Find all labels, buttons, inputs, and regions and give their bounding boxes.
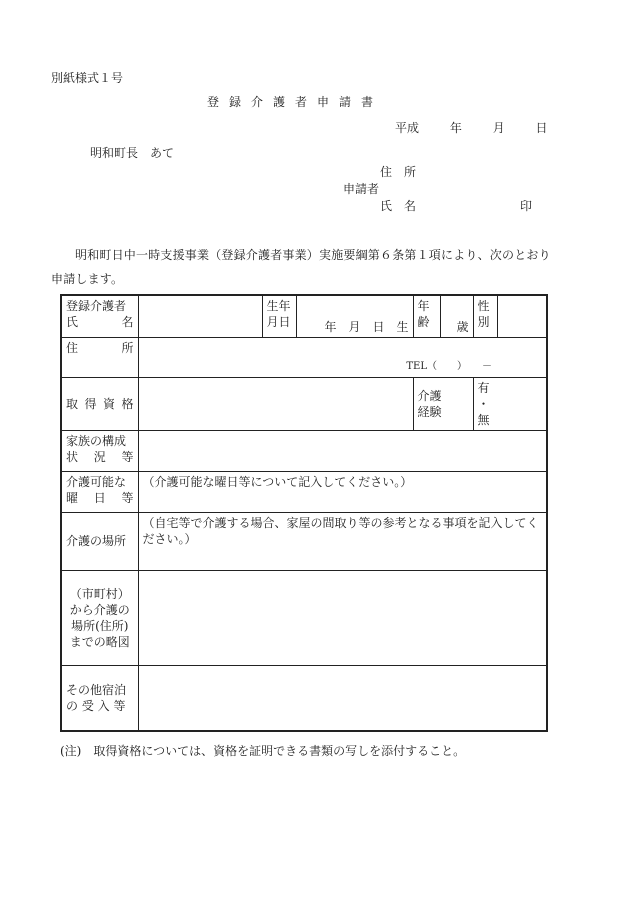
year-label: 年 [449,121,462,135]
other-lodging-field[interactable] [138,665,547,731]
qualification-row [61,377,547,430]
document-title: 登録介護者申請書 [207,95,384,109]
registrant-label: 登録介護者 氏 名 [61,295,138,337]
care-place-row [61,512,547,570]
available-days-row [61,471,547,512]
experience-no[interactable]: 無 [477,412,490,427]
sex-field[interactable] [497,295,547,337]
family-label: 家族の構成 状 況 等 [61,430,138,471]
era-label: 平成 [395,121,420,135]
day-label: 日 [535,121,548,135]
intro-paragraph: 明和町日中一時支援事業（登録介護者事業）実施要綱第６条第１項により、次のとおり申請します。 [51,248,551,286]
care-place-note: （自宅等で介護する場合、家屋の間取り等の参考となる事項を記入してください。） [142,515,539,546]
other-lodging-row [61,665,547,731]
available-days-label: 介護可能な 曜 日 等 [61,471,138,512]
birthdate-field[interactable]: 年 月 日 生 [296,295,413,337]
footnote: (注) 取得資格については、資格を証明できる書類の写しを添付すること。 [60,744,466,758]
care-place-label: 介護の場所 [61,512,138,570]
application-form-table [60,294,548,732]
applicant-label: 申請者 [343,182,380,196]
available-days-note: （介護可能な曜日等について記入してください。） [142,474,413,489]
form-number: 別紙様式１号 [51,71,124,85]
family-field[interactable] [138,430,547,471]
experience-yes[interactable]: 有 [477,380,490,395]
age-field[interactable]: 歳 [440,295,473,337]
experience-separator: ・ [477,396,490,411]
available-days-field[interactable] [138,471,547,512]
addressee: 明和町長 あて [90,146,175,160]
seal-mark: 印 [520,199,533,213]
experience-label: 介護 経験 [413,377,473,430]
month-label: 月 [492,121,505,135]
route-map-label: （市町村） から介護の 場所(住所) までの略図 [61,570,138,665]
address-label: 住 所 [61,337,138,377]
birthdate-label: 生年 月日 [262,295,296,337]
date-line [395,122,575,134]
applicant-name-label: 氏 名 [380,199,417,213]
route-map-row [61,570,547,665]
age-label: 年 齢 [413,295,440,337]
applicant-address-label: 住 所 [380,165,417,179]
qualification-field[interactable] [138,377,413,430]
experience-field[interactable] [473,377,547,430]
sex-label: 性 別 [473,295,497,337]
care-place-field[interactable] [138,512,547,570]
tel-line: TEL（ ） － [406,360,492,372]
route-map-field[interactable] [138,570,547,665]
other-lodging-label: その他宿泊 の 受 入 等 [61,665,138,731]
registrant-name-field[interactable] [138,295,262,337]
registrant-row [61,295,547,337]
family-row [61,430,547,471]
address-field[interactable] [138,337,547,377]
address-row [61,337,547,377]
qualification-label: 取得資格 [61,377,138,430]
